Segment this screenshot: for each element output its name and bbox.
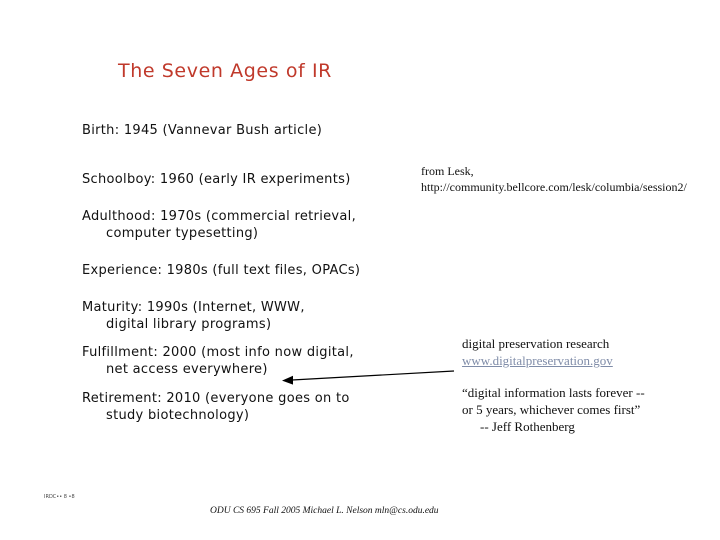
age-maturity-text: Maturity: 1990s (Internet, WWW,	[82, 300, 305, 315]
age-fulfillment-text-cont: net access everywhere)	[106, 362, 268, 377]
source-note	[421, 163, 687, 195]
age-schoolboy-text: Schoolboy: 1960 (early IR experiments)	[82, 172, 351, 187]
preservation-heading: digital preservation research	[462, 336, 610, 351]
rothenberg-quote	[462, 384, 645, 435]
age-adulthood	[82, 208, 356, 242]
age-adulthood-text: Adulthood: 1970s (commercial retrieval,	[82, 209, 357, 224]
age-birth-text: Birth: 1945 (Vannevar Bush article)	[82, 123, 323, 138]
age-adulthood-text-cont: computer typesetting)	[106, 226, 259, 241]
age-schoolboy	[82, 171, 351, 188]
age-birth	[82, 122, 322, 139]
age-fulfillment-text: Fulfillment: 2000 (most info now digital,	[82, 345, 354, 360]
preservation-note	[462, 335, 613, 369]
age-experience	[82, 262, 360, 279]
slide-id-mark: IRDC•• 8 •8	[44, 494, 75, 500]
quote-line-2: or 5 years, whichever comes first”	[462, 402, 641, 417]
footer-credit: ODU CS 695 Fall 2005 Michael L. Nelson mln@cs.odu.edu	[210, 506, 439, 516]
quote-attribution: -- Jeff Rothenberg	[480, 419, 575, 434]
source-url[interactable]: http://community.bellcore.com/lesk/columbia/session2/	[421, 180, 687, 194]
age-maturity	[82, 299, 305, 333]
age-retirement-text: Retirement: 2010 (everyone goes on to	[82, 391, 350, 406]
source-label: from Lesk,	[421, 164, 474, 178]
age-retirement	[82, 390, 350, 424]
slide-title: The Seven Ages of IR	[118, 60, 332, 82]
age-experience-text: Experience: 1980s (full text files, OPACs)	[82, 263, 361, 278]
age-retirement-text-cont: study biotechnology)	[106, 408, 250, 423]
preservation-link[interactable]: www.digitalpreservation.gov	[462, 353, 613, 368]
arrow-to-retirement	[280, 366, 456, 386]
quote-line-1: “digital information lasts forever --	[462, 385, 645, 400]
age-maturity-text-cont: digital library programs)	[106, 317, 272, 332]
